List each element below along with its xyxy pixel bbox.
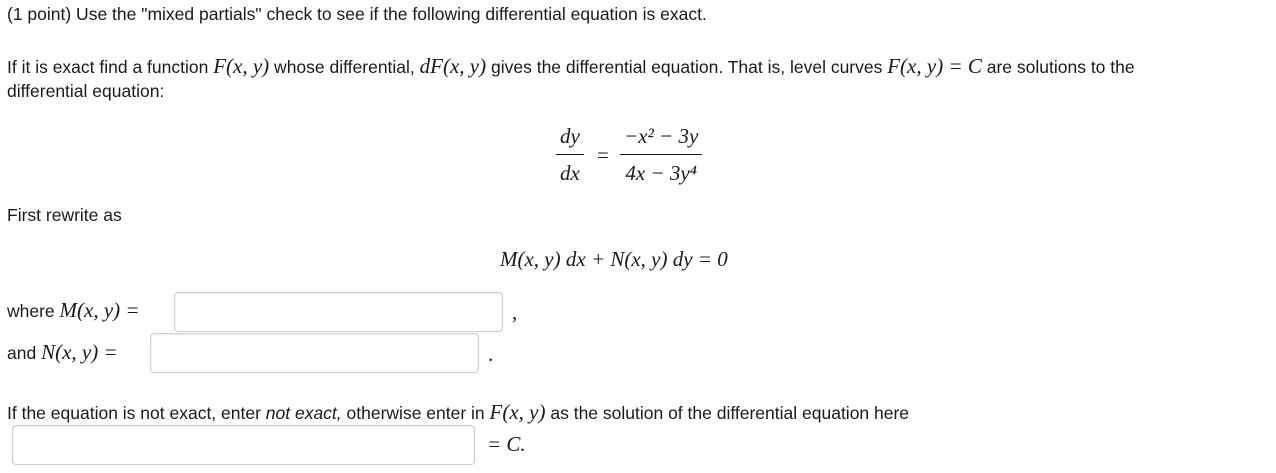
n-label: and N(x, y) =	[7, 340, 118, 364]
equals-sign: =	[597, 143, 609, 167]
n-suffix: .	[488, 342, 494, 366]
fraction-numerator: dy	[560, 124, 580, 148]
rhs-fraction-bar	[620, 154, 702, 155]
rhs-numerator: −x² − 3y	[624, 124, 699, 148]
rewrite-label: First rewrite as	[7, 205, 122, 225]
solution-input[interactable]	[12, 425, 475, 465]
rhs-fraction	[620, 124, 702, 185]
rhs-denominator: 4x − 3y⁴	[625, 161, 697, 185]
n-input[interactable]	[150, 333, 479, 373]
math-F: F(x, y)	[213, 54, 270, 78]
m-input[interactable]	[174, 292, 503, 332]
intro-text-d: are solutions to the	[981, 57, 1135, 77]
math-dF: dF(x, y)	[419, 54, 487, 78]
m-label: where M(x, y) =	[7, 298, 140, 322]
fraction-denominator: dx	[560, 161, 580, 185]
intro-line-2: differential equation:	[7, 81, 165, 101]
problem-heading: (1 point) Use the "mixed partials" check to see if the following differential equation is exact.	[7, 4, 707, 24]
fraction-bar	[556, 154, 584, 155]
intro-line	[7, 54, 1135, 79]
dy-dx-fraction	[556, 124, 584, 185]
intro-text-b: whose differential,	[269, 57, 420, 77]
solution-suffix: = C.	[487, 432, 526, 456]
solution-instruction: If the equation is not exact, enter not exact, otherwise enter in F(x, y) as the solution of the differential equation here	[7, 400, 910, 424]
math-level-curve: F(x, y) = C	[887, 54, 982, 78]
intro-text-c: gives the differential equation. That is, level curves	[486, 57, 888, 77]
m-suffix: ,	[512, 300, 518, 324]
rewrite-form: M(x, y) dx + N(x, y) dy = 0	[500, 247, 728, 271]
not-exact-text: not exact,	[265, 403, 342, 423]
intro-text-a: If it is exact find a function	[7, 57, 214, 77]
